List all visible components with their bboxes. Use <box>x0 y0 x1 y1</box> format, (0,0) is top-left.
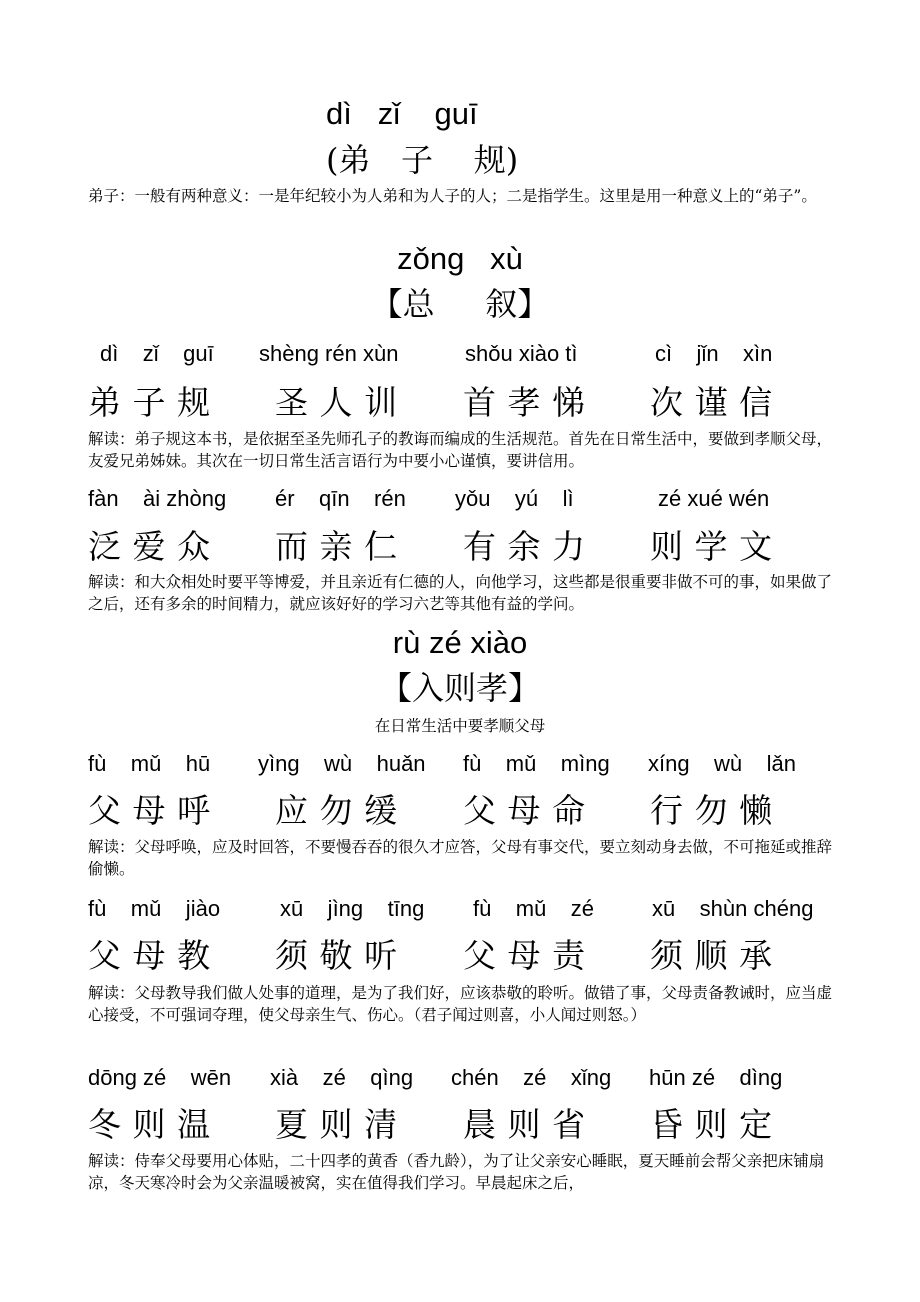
verse-hanzi: 冬则温 <box>88 1105 222 1144</box>
verse-pinyin: dōng zé wēn <box>88 1065 232 1090</box>
verse-hanzi: 父母呼 <box>88 791 222 830</box>
page-title: (弟 子 规) <box>326 141 519 179</box>
title-note: 弟子：一般有两种意义：一是年纪较小为人弟和为人子的人；二是指学生。这里是用一种意义上的“弟子”。 <box>88 187 817 205</box>
verse-pinyin: xià zé qìng <box>270 1065 414 1090</box>
verse-pinyin: ér qīn rén <box>275 486 406 511</box>
verse-hanzi: 则学文 <box>650 527 784 566</box>
verse-hanzi: 泛爱众 <box>88 527 222 566</box>
verse-pinyin: fù mǔ jiào <box>88 896 221 921</box>
verse-pinyin: fù mǔ mìng <box>463 751 610 776</box>
verse-hanzi: 有余力 <box>463 527 597 566</box>
verse-pinyin: yǒu yú lì <box>455 486 574 511</box>
verse-pinyin: cì jǐn xìn <box>655 341 773 366</box>
verse-pinyin: fàn ài zhòng <box>88 486 227 511</box>
section-pinyin: rù zé xiào <box>392 625 528 660</box>
verse-hanzi: 父母命 <box>463 791 597 830</box>
verse-hanzi: 晨则省 <box>463 1105 597 1144</box>
verse-pinyin: shèng rén xùn <box>259 341 399 366</box>
verse-note: 解读：父母教导我们做人处事的道理，是为了我们好，应该恭敬的聆听。做错了事，父母责备教诫时，应当虚心接受，不可强词夺理，使父母亲生气、伤心。（君子闻过则喜，小人闻过则怒。） <box>88 984 833 1024</box>
section-title: 【总 叙】 <box>370 285 550 323</box>
verse-pinyin: xū jìng tīng <box>280 896 425 921</box>
verse-pinyin: xíng wù lǎn <box>648 751 796 776</box>
verse-note: 解读：弟子规这本书，是依据至圣先师孔子的教诲而编成的生活规范。首先在日常生活中，要做到孝顺父母，友爱兄弟姊妹。其次在一切日常生活言语行为中要小心谨慎，要讲信用。 <box>88 430 833 470</box>
verse-pinyin: fù mǔ zé <box>473 896 595 921</box>
verse-hanzi: 应勿缓 <box>275 791 409 830</box>
verse-pinyin: shǒu xiào tì <box>465 341 578 366</box>
section-pinyin: zǒng xù <box>397 241 523 276</box>
verse-hanzi: 父母责 <box>463 936 597 975</box>
verse-hanzi: 夏则清 <box>275 1105 409 1144</box>
verse-note: 解读：和大众相处时要平等博爱，并且亲近有仁德的人，向他学习，这些都是很重要非做不可的事，如果做了之后，还有多余的时间精力，就应该好好的学习六艺等其他有益的学问。 <box>88 573 833 613</box>
section-title: 【入则孝】 <box>379 669 540 707</box>
verse-hanzi: 行勿懒 <box>650 791 784 830</box>
verse-hanzi: 次谨信 <box>650 383 784 422</box>
verse-pinyin: xū shùn chéng <box>652 896 814 921</box>
verse-hanzi: 须顺承 <box>650 936 784 975</box>
title-pinyin: dì zǐ guī <box>326 96 478 131</box>
verse-hanzi: 须敬听 <box>275 936 409 975</box>
verse-pinyin: zé xué wén <box>658 486 770 511</box>
section-subtitle: 在日常生活中要孝顺父母 <box>374 717 546 735</box>
verse-hanzi: 圣人训 <box>275 383 409 422</box>
verse-note: 解读：父母呼唤，应及时回答，不要慢吞吞的很久才应答，父母有事交代，要立刻动身去做，不可拖延或推辞偷懒。 <box>88 838 833 878</box>
verse-pinyin: hūn zé dìng <box>649 1065 783 1090</box>
verse-pinyin: chén zé xǐng <box>451 1065 612 1090</box>
verse-pinyin: dì zǐ guī <box>100 341 214 366</box>
verse-hanzi: 首孝悌 <box>463 383 597 422</box>
verse-pinyin: yìng wù huǎn <box>258 751 426 776</box>
verse-note: 解读：侍奉父母要用心体贴，二十四孝的黄香（香九龄），为了让父亲安心睡眠，夏天睡前会帮父亲把床铺扇凉，冬天寒冷时会为父亲温暖被窝，实在值得我们学习。早晨起床之后， <box>88 1152 825 1192</box>
verse-hanzi: 父母教 <box>88 936 222 975</box>
verse-hanzi: 昏则定 <box>650 1105 784 1144</box>
verse-pinyin: fù mǔ hū <box>88 751 211 776</box>
verse-hanzi: 而亲仁 <box>275 527 409 566</box>
verse-hanzi: 弟子规 <box>88 383 222 422</box>
